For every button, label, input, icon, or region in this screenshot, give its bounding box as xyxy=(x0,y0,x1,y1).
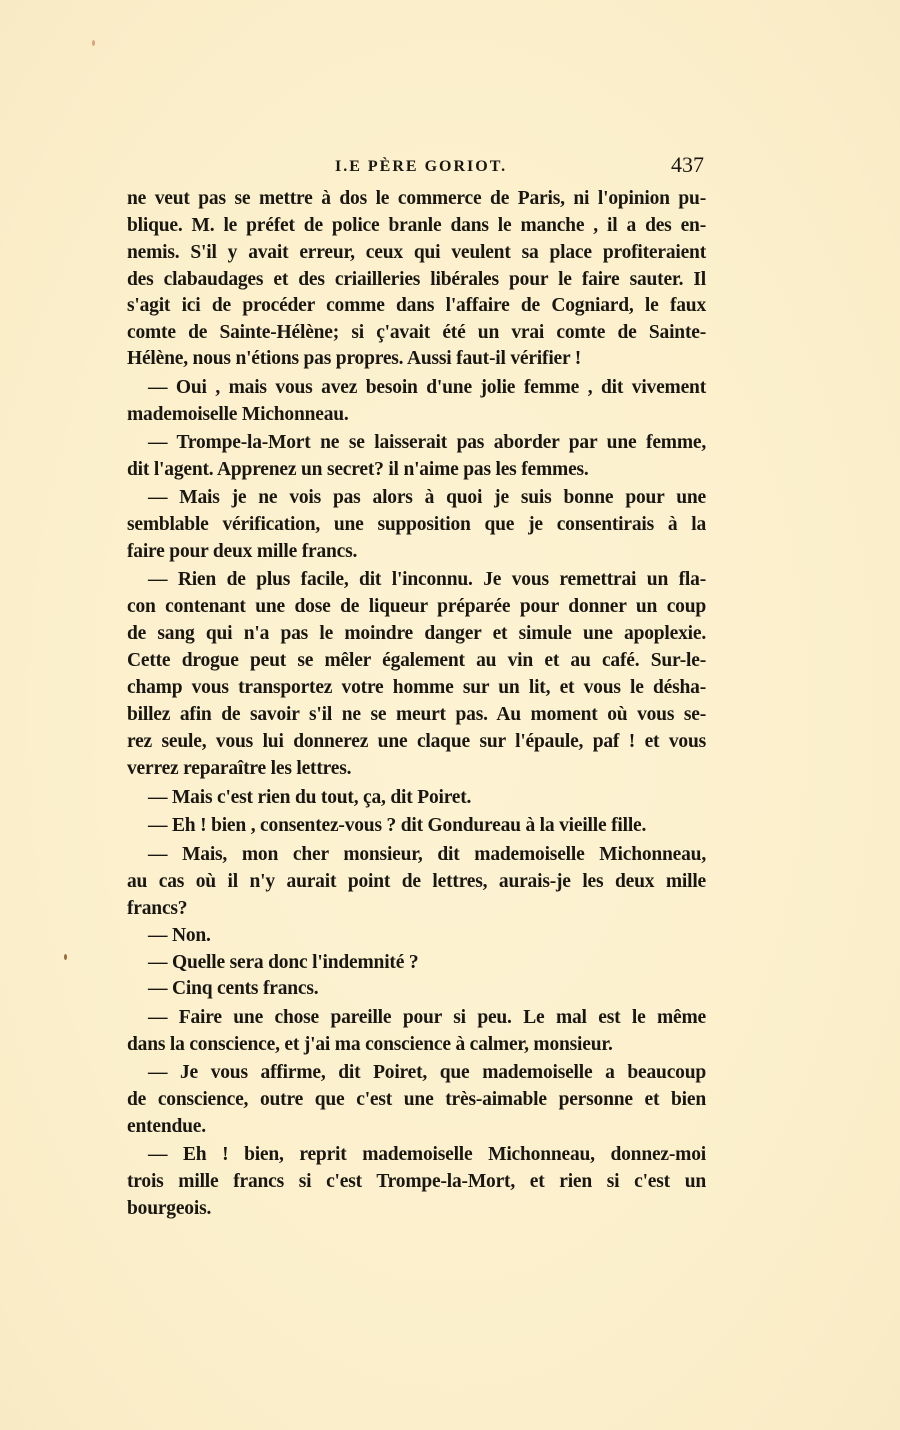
paper-speck xyxy=(64,954,67,960)
text-line: Hélène, nous n'étions pas propres. Aussi faut-il vérifier ! xyxy=(127,348,582,369)
text-line: — Non. xyxy=(148,925,211,946)
text-line: de sang qui n'a pas le moindre danger et simule une apoplexie. xyxy=(127,623,706,644)
text-line: de conscience, outre que c'est une très-aimable personne et bien xyxy=(127,1089,706,1110)
text-line: Cette drogue peut se mêler également au vin et au café. Sur-le- xyxy=(127,650,706,671)
text-line: — Oui , mais vous avez besoin d'une jolie femme , dit vivement xyxy=(148,377,706,398)
text-line: — Je vous affirme, dit Poiret, que mademoiselle a beaucoup xyxy=(148,1062,706,1083)
text-line: — Eh ! bien, reprit mademoiselle Michonneau, donnez-moi xyxy=(148,1144,706,1165)
text-line: dans la conscience, et j'ai ma conscience à calmer, monsieur. xyxy=(127,1034,613,1055)
text-line: con contenant une dose de liqueur préparée pour donner un coup xyxy=(127,596,706,617)
text-line: champ vous transportez votre homme sur un lit, et vous le désha- xyxy=(127,677,706,698)
text-line: nemis. S'il y avait erreur, ceux qui veulent sa place profiteraient xyxy=(127,242,706,263)
text-line: verrez reparaître les lettres. xyxy=(127,758,352,779)
paper-speck xyxy=(92,40,95,46)
text-line: — Rien de plus facile, dit l'inconnu. Je vous remettrai un fla- xyxy=(148,569,706,590)
text-line: — Mais, mon cher monsieur, dit mademoiselle Michonneau, xyxy=(148,844,706,865)
text-line: comte de Sainte-Hélène; si ç'avait été un vrai comte de Sainte- xyxy=(127,322,706,343)
text-line: faire pour deux mille francs. xyxy=(127,541,358,562)
text-line: s'agit ici de procéder comme dans l'affaire de Cogniard, le faux xyxy=(127,295,706,316)
text-line: — Eh ! bien , consentez-vous ? dit Gondureau à la vieille fille. xyxy=(148,815,647,836)
text-line: semblable vérification, une supposition que je consentirais à la xyxy=(127,514,706,535)
text-line: billez afin de savoir s'il ne se meurt pas. Au moment où vous se- xyxy=(127,704,706,725)
text-line: — Mais c'est rien du tout, ça, dit Poiret. xyxy=(148,787,472,808)
text-line: — Cinq cents francs. xyxy=(148,978,319,999)
text-line: blique. M. le préfet de police branle dans le manche , il a des en- xyxy=(127,215,706,236)
text-line: ne veut pas se mettre à dos le commerce de Paris, ni l'opinion pu- xyxy=(127,188,706,209)
text-line: dit l'agent. Apprenez un secret? il n'aime pas les femmes. xyxy=(127,459,589,480)
text-line: des clabaudages et des criailleries libérales pour le faire sauter. Il xyxy=(127,269,706,290)
text-line: bourgeois. xyxy=(127,1198,212,1219)
text-line: francs? xyxy=(127,898,188,919)
text-line: — Mais je ne vois pas alors à quoi je suis bonne pour une xyxy=(148,487,706,508)
text-line: — Faire une chose pareille pour si peu. Le mal est le même xyxy=(148,1007,706,1028)
text-line: — Trompe-la-Mort ne se laisserait pas aborder par une femme, xyxy=(148,432,706,453)
text-line: au cas où il n'y aurait point de lettres, aurais-je les deux mille xyxy=(127,871,706,892)
text-line: entendue. xyxy=(127,1116,206,1137)
text-line: mademoiselle Michonneau. xyxy=(127,404,349,425)
page-number: 437 xyxy=(671,152,704,177)
text-line: trois mille francs si c'est Trompe-la-Mort, et rien si c'est un xyxy=(127,1171,706,1192)
text-line: rez seule, vous lui donnerez une claque sur l'épaule, paf ! et vous xyxy=(127,731,706,752)
running-title: I.E PÈRE GORIOT. xyxy=(335,158,508,175)
text-line: — Quelle sera donc l'indemnité ? xyxy=(148,952,419,973)
running-head xyxy=(127,152,706,182)
